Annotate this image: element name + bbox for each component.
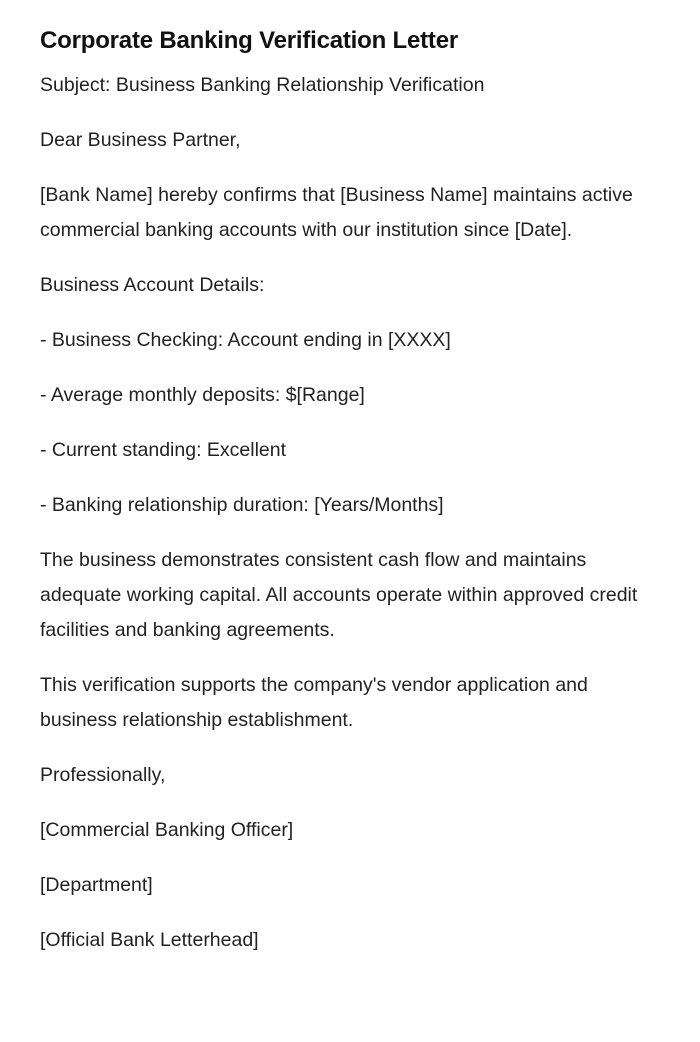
signature-officer: [Commercial Banking Officer] xyxy=(40,819,294,841)
body-paragraph: This verification supports the company's vendor application and business relationship establishment. xyxy=(40,674,588,731)
document-title: Corporate Banking Verification Letter xyxy=(40,27,459,54)
subject-line: Subject: Business Banking Relationship Verification xyxy=(40,74,485,96)
detail-item: - Banking relationship duration: [Years/Months] xyxy=(40,494,444,516)
signature-department: [Department] xyxy=(40,874,153,896)
detail-item: - Current standing: Excellent xyxy=(40,439,287,461)
signature-letterhead: [Official Bank Letterhead] xyxy=(40,929,259,951)
detail-item: - Business Checking: Account ending in [XXXX] xyxy=(40,329,451,351)
details-heading: Business Account Details: xyxy=(40,274,265,296)
closing-line: Professionally, xyxy=(40,764,166,786)
salutation: Dear Business Partner, xyxy=(40,129,241,151)
detail-item: - Average monthly deposits: $[Range] xyxy=(40,384,365,406)
intro-paragraph: [Bank Name] hereby confirms that [Business Name] maintains active commercial banking accounts with our institution since [Date]. xyxy=(40,184,633,241)
body-paragraph: The business demonstrates consistent cash flow and maintains adequate working capital. All accounts operate within approved credit facilities and banking agreements. xyxy=(40,549,638,641)
